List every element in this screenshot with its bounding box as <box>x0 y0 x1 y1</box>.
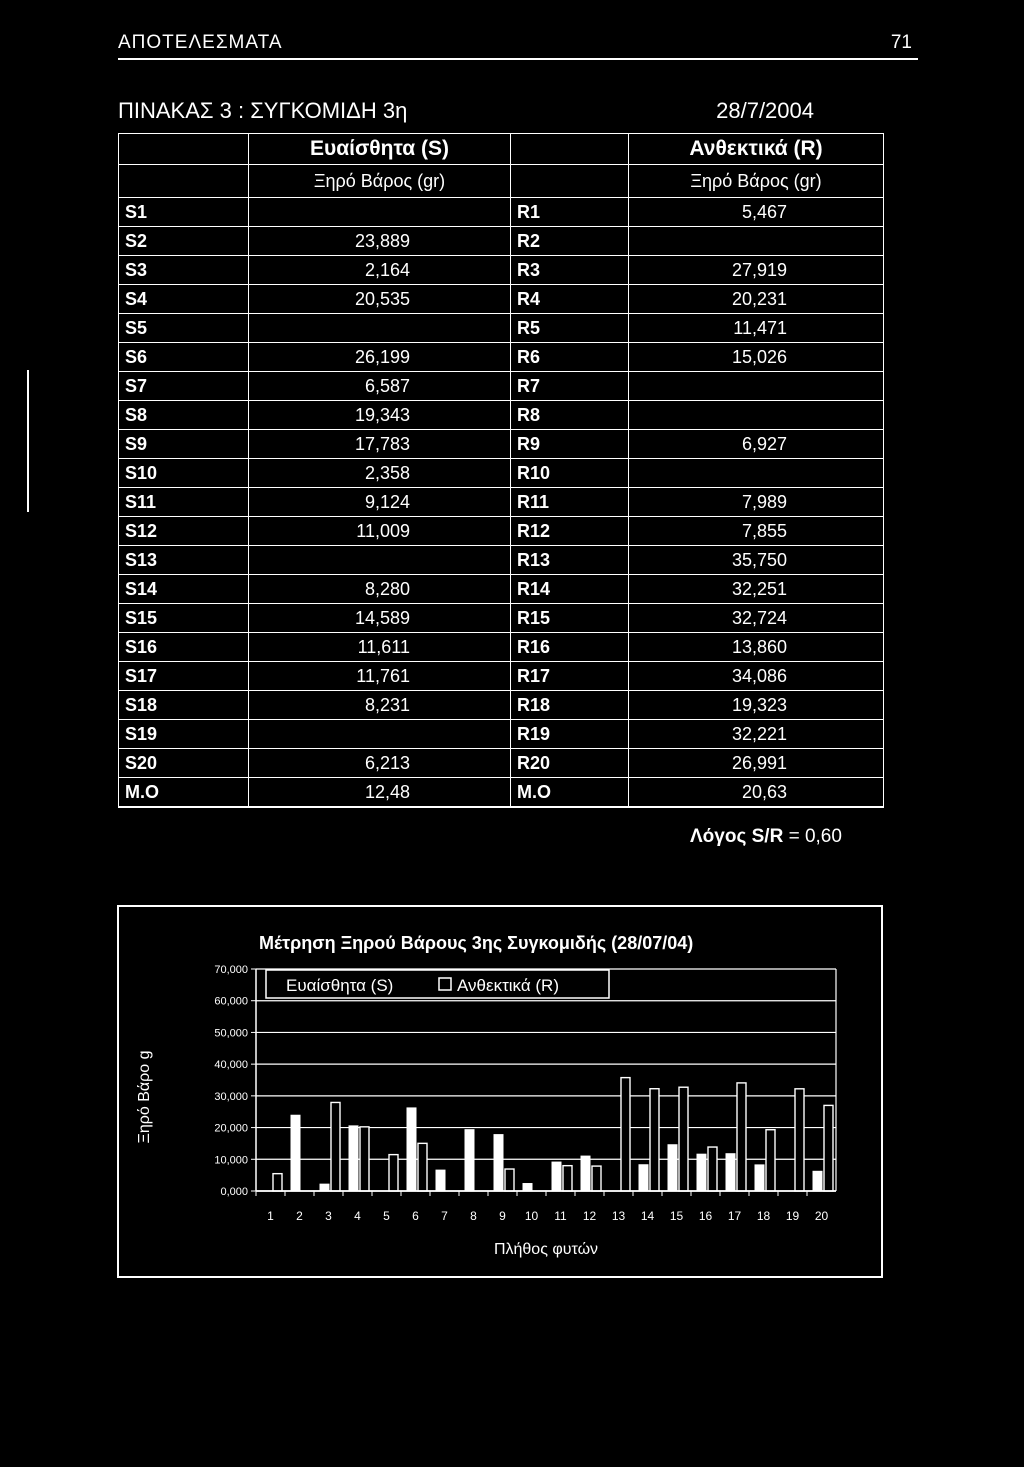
r-label-cell: R11 <box>511 488 629 517</box>
bar-sensitive <box>668 1145 677 1191</box>
bar-sensitive <box>639 1165 648 1191</box>
x-tick-label: 16 <box>698 1209 713 1223</box>
s-label-cell: S4 <box>119 285 249 314</box>
y-tick-label: 40,000 <box>214 1059 248 1072</box>
s-label-cell: S19 <box>119 720 249 749</box>
bar-sensitive <box>755 1165 764 1191</box>
mean-row <box>119 778 884 808</box>
r-value-cell <box>629 227 884 256</box>
bar-resistant <box>621 1078 630 1191</box>
r-value-cell: 19,323 <box>629 691 884 720</box>
bar-resistant <box>824 1105 833 1191</box>
s-label-cell: S1 <box>119 198 249 227</box>
bar-resistant <box>679 1087 688 1191</box>
s-value-cell: 20,535 <box>249 285 511 314</box>
table-row <box>119 691 884 720</box>
bar-resistant <box>737 1083 746 1191</box>
table-row <box>119 720 884 749</box>
table-row <box>119 227 884 256</box>
r-value-cell: 20,63 <box>629 778 884 808</box>
r-value-cell: 35,750 <box>629 546 884 575</box>
r-value-cell: 7,989 <box>629 488 884 517</box>
s-label-cell: S17 <box>119 662 249 691</box>
s-value-cell <box>249 198 511 227</box>
bar-sensitive <box>523 1184 532 1191</box>
section-title: ΑΠΟΤΕΛΕΣΜΑΤΑ <box>118 32 283 53</box>
r-value-cell <box>629 372 884 401</box>
x-tick-label: 7 <box>441 1209 448 1223</box>
table-row <box>119 546 884 575</box>
s-value-cell: 8,231 <box>249 691 511 720</box>
r-label-cell: R19 <box>511 720 629 749</box>
s-value-cell: 2,358 <box>249 459 511 488</box>
r-value-cell: 26,991 <box>629 749 884 778</box>
bar-resistant <box>650 1089 659 1191</box>
s-label-cell: S6 <box>119 343 249 372</box>
r-label-cell: R8 <box>511 401 629 430</box>
x-tick-label: 12 <box>582 1209 597 1223</box>
bar-sensitive <box>320 1184 329 1191</box>
x-axis-label: Πλήθος φυτών <box>493 1241 599 1258</box>
bar-resistant <box>563 1166 572 1191</box>
r-value-cell: 13,860 <box>629 633 884 662</box>
bar-resistant <box>389 1155 398 1191</box>
ratio-label: Λόγος S/R <box>690 826 784 847</box>
x-tick-label: 17 <box>727 1209 742 1223</box>
s-value-cell: 23,889 <box>249 227 511 256</box>
r-label-cell: R6 <box>511 343 629 372</box>
bar-sensitive <box>726 1154 735 1191</box>
table-row <box>119 488 884 517</box>
table-row <box>119 285 884 314</box>
r-value-cell: 34,086 <box>629 662 884 691</box>
r-label-cell: R1 <box>511 198 629 227</box>
s-value-cell: 9,124 <box>249 488 511 517</box>
group-header-row <box>119 134 884 165</box>
s-label-cell: S15 <box>119 604 249 633</box>
r-value-cell: 11,471 <box>629 314 884 343</box>
bar-sensitive <box>581 1156 590 1191</box>
table-row <box>119 604 884 633</box>
chart-title: Μέτρηση Ξηρού Βάρους 3ης Συγκομιδής (28/07/04) <box>259 933 694 953</box>
s-label-cell: S12 <box>119 517 249 546</box>
bar-resistant <box>331 1102 340 1191</box>
s-value-cell: 12,48 <box>249 778 511 808</box>
r-label-cell: R20 <box>511 749 629 778</box>
r-value-cell: 32,251 <box>629 575 884 604</box>
y-tick-label: 0,000 <box>220 1186 248 1198</box>
group-r-header: Ανθεκτικά (R) <box>629 134 884 165</box>
ratio-value: = 0,60 <box>788 826 842 847</box>
x-tick-label: 11 <box>554 1209 567 1223</box>
x-tick-label: 13 <box>611 1209 626 1223</box>
table-row <box>119 430 884 459</box>
s-value-cell: 8,280 <box>249 575 511 604</box>
page-header <box>118 30 918 60</box>
bar-sensitive <box>813 1171 822 1191</box>
s-value-cell: 11,009 <box>249 517 511 546</box>
s-label-cell: S9 <box>119 430 249 459</box>
ratio-line <box>690 826 842 848</box>
s-label-cell: S10 <box>119 459 249 488</box>
x-tick-label: 10 <box>524 1209 539 1223</box>
table-row <box>119 459 884 488</box>
bar-sensitive <box>349 1126 358 1191</box>
s-label-cell: S13 <box>119 546 249 575</box>
legend-label-s: Ευαίσθητα (S) <box>286 976 394 995</box>
dry-weight-table <box>118 133 884 808</box>
r-label-cell: R2 <box>511 227 629 256</box>
bar-sensitive <box>465 1130 474 1191</box>
x-tick-label: 9 <box>499 1209 506 1223</box>
x-tick-label: 20 <box>814 1209 829 1223</box>
r-value-cell: 7,855 <box>629 517 884 546</box>
header-empty-cell <box>511 134 629 165</box>
group-s-header: Ευαίσθητα (S) <box>249 134 511 165</box>
r-value-cell: 20,231 <box>629 285 884 314</box>
y-tick-label: 30,000 <box>214 1090 248 1103</box>
s-label-cell: S11 <box>119 488 249 517</box>
s-label-cell: S16 <box>119 633 249 662</box>
bar-resistant <box>766 1130 775 1191</box>
r-value-cell: 32,221 <box>629 720 884 749</box>
s-value-cell: 6,213 <box>249 749 511 778</box>
x-tick-label: 15 <box>669 1209 684 1223</box>
page-number: 71 <box>890 32 912 53</box>
table-row <box>119 633 884 662</box>
r-label-cell: R18 <box>511 691 629 720</box>
r-label-cell: R15 <box>511 604 629 633</box>
y-tick-label: 70,000 <box>214 964 248 976</box>
r-label-cell: R5 <box>511 314 629 343</box>
s-label-cell: S3 <box>119 256 249 285</box>
s-value-cell: 11,611 <box>249 633 511 662</box>
chart-frame <box>117 905 883 1278</box>
s-value-cell: 6,587 <box>249 372 511 401</box>
s-value-cell <box>249 720 511 749</box>
r-value-cell: 5,467 <box>629 198 884 227</box>
x-tick-label: 4 <box>354 1209 361 1223</box>
x-tick-label: 14 <box>640 1209 655 1223</box>
r-label-cell: R13 <box>511 546 629 575</box>
s-label-cell: S5 <box>119 314 249 343</box>
table-date: 28/7/2004 <box>716 98 814 123</box>
header-empty-cell <box>119 165 249 198</box>
col-r-header: Ξηρό Βάρος (gr) <box>629 165 884 198</box>
header-empty-cell <box>511 165 629 198</box>
bar-resistant <box>592 1166 601 1191</box>
r-label-cell: R16 <box>511 633 629 662</box>
r-value-cell <box>629 401 884 430</box>
s-value-cell: 19,343 <box>249 401 511 430</box>
y-tick-label: 20,000 <box>214 1122 248 1135</box>
legend-swatch-r <box>439 978 451 990</box>
x-tick-label: 19 <box>785 1209 800 1223</box>
table-title: ΠΙΝΑΚΑΣ 3 : ΣΥΓΚΟΜΙΔΗ 3η <box>118 98 408 123</box>
bar-resistant <box>505 1169 514 1191</box>
table-row <box>119 517 884 546</box>
col-s-header: Ξηρό Βάρος (gr) <box>249 165 511 198</box>
bar-sensitive <box>494 1135 503 1191</box>
table-row <box>119 372 884 401</box>
s-value-cell: 11,761 <box>249 662 511 691</box>
s-value-cell: 26,199 <box>249 343 511 372</box>
dry-weight-chart <box>119 907 881 1276</box>
legend-label-r: Ανθεκτικά (R) <box>457 976 559 995</box>
x-tick-label: 1 <box>267 1209 274 1223</box>
table-row <box>119 662 884 691</box>
column-header-row <box>119 165 884 198</box>
y-axis-label: Ξηρό Βάρο g <box>136 1050 153 1144</box>
table-row <box>119 749 884 778</box>
bar-sensitive <box>552 1162 561 1191</box>
r-value-cell: 15,026 <box>629 343 884 372</box>
s-label-cell: S20 <box>119 749 249 778</box>
r-label-cell: R14 <box>511 575 629 604</box>
s-label-cell: S18 <box>119 691 249 720</box>
table-row <box>119 198 884 227</box>
bar-sensitive <box>436 1170 445 1191</box>
y-tick-label: 50,000 <box>214 1027 248 1040</box>
x-tick-label: 6 <box>412 1209 419 1223</box>
x-tick-label: 18 <box>756 1209 771 1223</box>
table-row <box>119 256 884 285</box>
s-value-cell: 17,783 <box>249 430 511 459</box>
s-value-cell: 2,164 <box>249 256 511 285</box>
x-tick-label: 3 <box>325 1209 332 1223</box>
bar-resistant <box>418 1143 427 1191</box>
x-tick-label: 8 <box>470 1209 477 1223</box>
s-value-cell <box>249 546 511 575</box>
r-label-cell: R9 <box>511 430 629 459</box>
r-label-cell: R12 <box>511 517 629 546</box>
r-value-cell: 27,919 <box>629 256 884 285</box>
bar-sensitive <box>407 1108 416 1191</box>
x-tick-label: 2 <box>296 1209 303 1223</box>
bar-resistant <box>360 1127 369 1191</box>
s-label-cell: Μ.Ο <box>119 778 249 808</box>
x-tick-label: 5 <box>383 1209 390 1223</box>
r-label-cell: R7 <box>511 372 629 401</box>
s-label-cell: S2 <box>119 227 249 256</box>
bar-resistant <box>795 1089 804 1191</box>
header-empty-cell <box>119 134 249 165</box>
r-label-cell: R4 <box>511 285 629 314</box>
table-row <box>119 575 884 604</box>
bar-sensitive <box>291 1115 300 1191</box>
margin-bar <box>27 370 29 512</box>
y-tick-label: 60,000 <box>214 995 248 1008</box>
s-label-cell: S8 <box>119 401 249 430</box>
bar-resistant <box>273 1174 282 1191</box>
s-value-cell <box>249 314 511 343</box>
r-label-cell: R17 <box>511 662 629 691</box>
s-label-cell: S14 <box>119 575 249 604</box>
table-row <box>119 343 884 372</box>
y-tick-label: 10,000 <box>214 1154 248 1167</box>
r-value-cell <box>629 459 884 488</box>
r-value-cell: 6,927 <box>629 430 884 459</box>
table-row <box>119 314 884 343</box>
r-label-cell: R3 <box>511 256 629 285</box>
s-value-cell: 14,589 <box>249 604 511 633</box>
bar-sensitive <box>697 1154 706 1191</box>
r-label-cell: Μ.Ο <box>511 778 629 808</box>
r-label-cell: R10 <box>511 459 629 488</box>
table-row <box>119 401 884 430</box>
r-value-cell: 32,724 <box>629 604 884 633</box>
table-caption <box>118 98 888 126</box>
s-label-cell: S7 <box>119 372 249 401</box>
bar-resistant <box>708 1147 717 1191</box>
